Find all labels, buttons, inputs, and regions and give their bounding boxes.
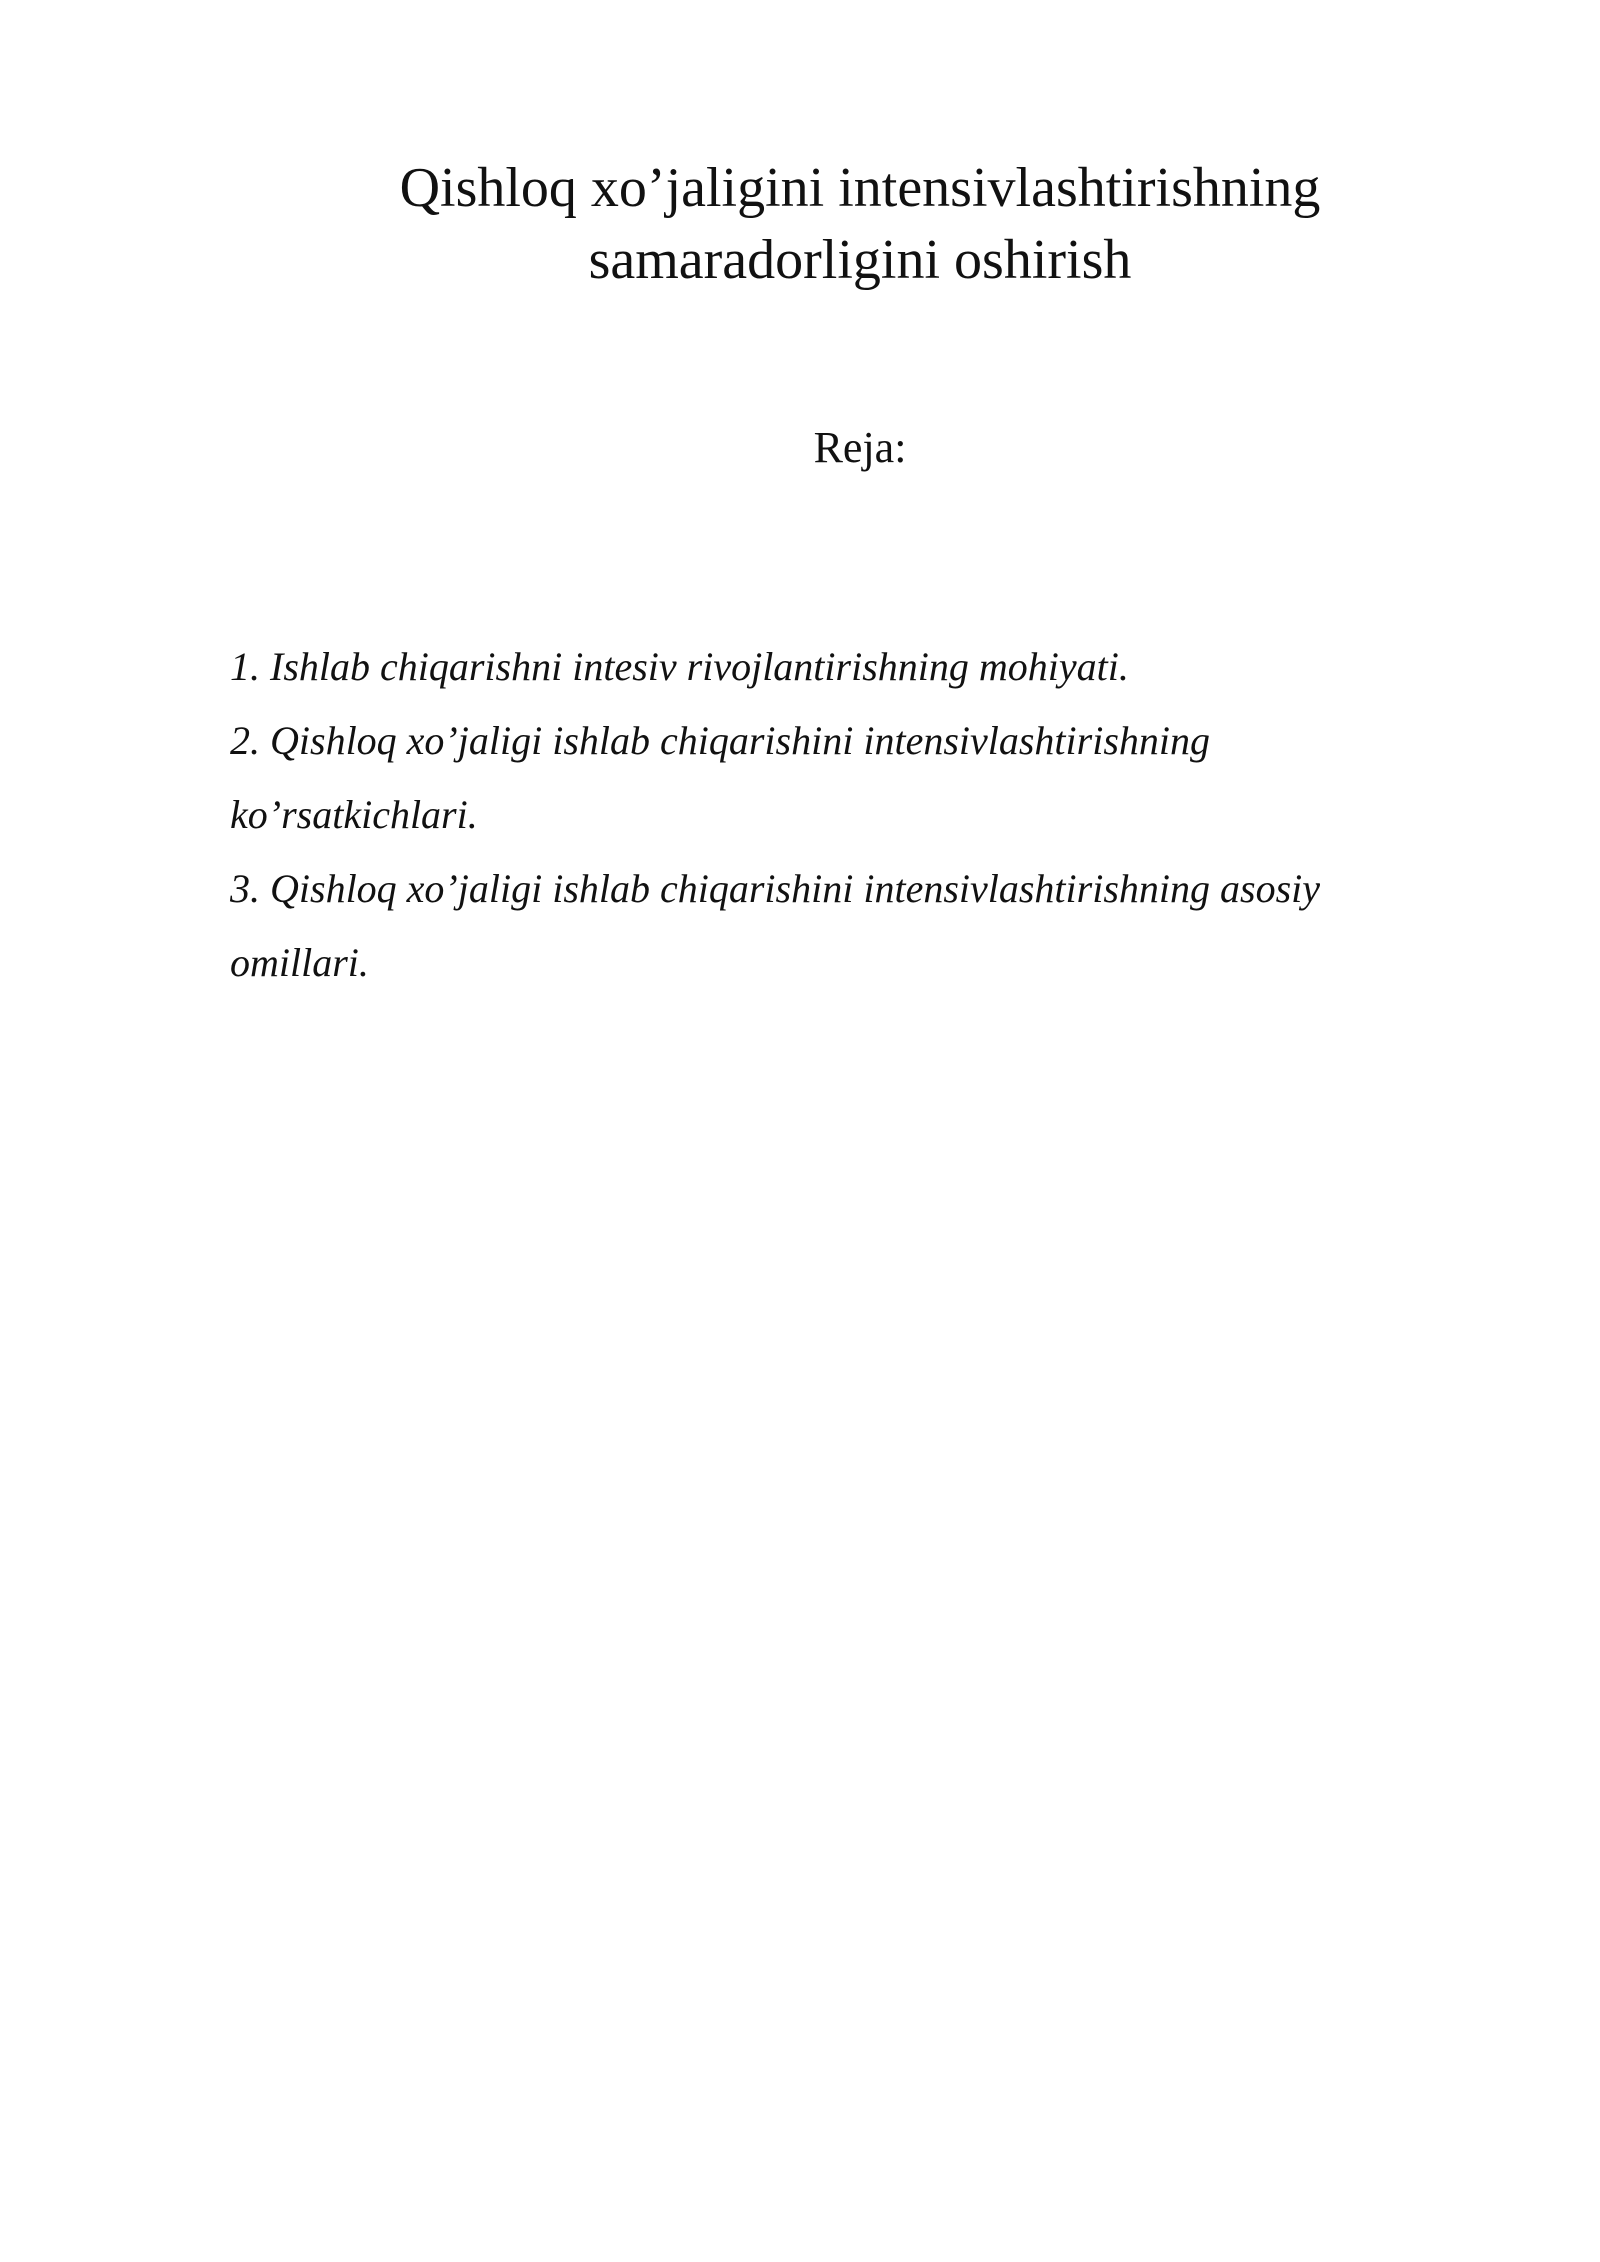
title-line-1: Qishloq xo’jaligini intensivlashtirishning bbox=[399, 157, 1321, 219]
document-title bbox=[0, 152, 1600, 296]
plan-heading: Reja: bbox=[813, 423, 907, 472]
plan-item-3: 3. Qishloq xo’jaligi ishlab chiqarishini intensivlashtirishning asosiy omillari. bbox=[230, 866, 1321, 985]
plan-item-2: 2. Qishloq xo’jaligi ishlab chiqarishini intensivlashtirishning ko’rsatkichlari. bbox=[230, 718, 1211, 837]
plan-list bbox=[230, 630, 1460, 1000]
plan-item-1: 1. Ishlab chiqarishni intesiv rivojlantirishning mohiyati. bbox=[230, 644, 1129, 689]
title-line-2: samaradorligini oshirish bbox=[588, 229, 1132, 291]
